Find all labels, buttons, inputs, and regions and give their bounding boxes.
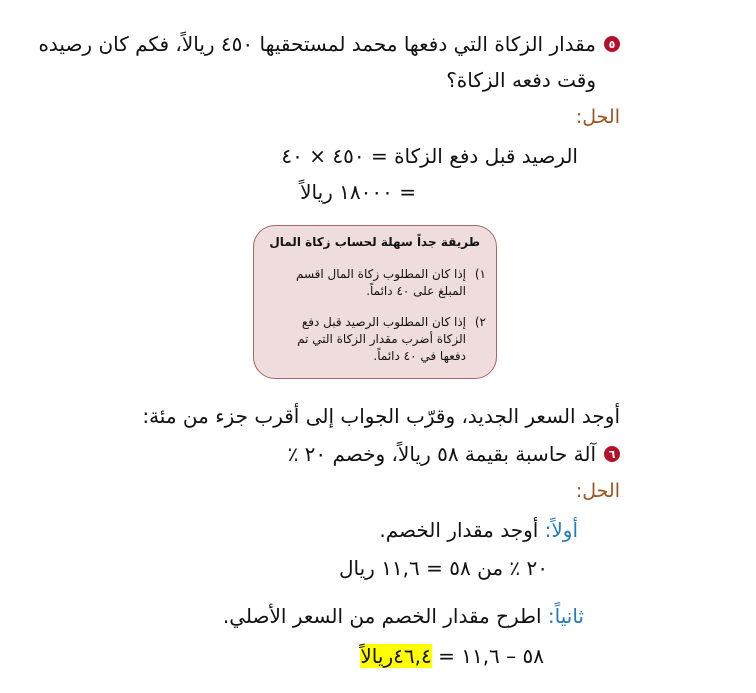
step-1-text: أوجد مقدار الخصم. bbox=[379, 518, 539, 542]
problem-5-equation-2: = ١٨٠٠٠ ريالاً bbox=[300, 180, 416, 204]
tip-item-1 bbox=[266, 266, 486, 302]
step-2-equation-row bbox=[360, 644, 544, 668]
tip-item-2-line-1: إذا كان المطلوب الرصيد قبل دفع bbox=[301, 315, 466, 329]
step-1-row bbox=[379, 518, 578, 542]
problem-5-solution-label: الحل: bbox=[575, 106, 620, 128]
step-1-equation: ٢٠ ٪ من ٥٨ = ١١,٦ ريال bbox=[338, 556, 548, 580]
problem-6-number-badge: ٦ bbox=[604, 446, 620, 462]
problem-6-text: آلة حاسبة بقيمة ٥٨ ريالاً، وخصم ٢٠ ٪ bbox=[287, 442, 596, 466]
step-2-text: اطرح مقدار الخصم من السعر الأصلي. bbox=[222, 604, 542, 628]
tip-box-title: طريقة جداً سهلة لحساب زكاة المال bbox=[269, 235, 480, 249]
problem-5-number-badge: ٥ bbox=[604, 36, 620, 52]
problem-5-text-line1: مقدار الزكاة التي دفعها محمد لمستحقيها ٤٥٠ ريالاً، فكم كان رصيده bbox=[38, 32, 596, 56]
step-2-label: ثانياً: bbox=[547, 604, 584, 628]
tip-item-2 bbox=[266, 314, 486, 366]
step-2-answer-highlight: ٤٦,٤ريالاً bbox=[360, 644, 432, 668]
tip-item-1-line-2: المبلغ على ٤٠ دائماً. bbox=[366, 284, 466, 298]
tip-item-2-number: ٢) bbox=[474, 315, 486, 329]
tip-item-2-line-3: دفعها في ٤٠ دائماً. bbox=[373, 349, 466, 363]
problem-5-equation-1: الرصيد قبل دفع الزكاة = ٤٥٠ × ٤٠ bbox=[281, 144, 578, 168]
step-2-equation: ٥٨ – ١١,٦ = bbox=[438, 644, 544, 668]
problem-6-solution-label: الحل: bbox=[575, 480, 620, 502]
tip-item-2-line-2: الزكاة أضرب مقدار الزكاة التي تم bbox=[297, 332, 466, 346]
tip-item-1-number: ١) bbox=[474, 267, 486, 281]
step-1-label: أولاً: bbox=[544, 518, 578, 542]
step-2-row bbox=[223, 604, 584, 628]
problem-5-text-line2: وقت دفعه الزكاة؟ bbox=[446, 68, 596, 92]
tip-item-1-line-1: إذا كان المطلوب زكاة المال اقسم bbox=[295, 267, 466, 281]
zakat-tip-box bbox=[253, 225, 497, 379]
instruction-text: أوجد السعر الجديد، وقرّب الجواب إلى أقرب جزء من مئة: bbox=[142, 404, 620, 428]
